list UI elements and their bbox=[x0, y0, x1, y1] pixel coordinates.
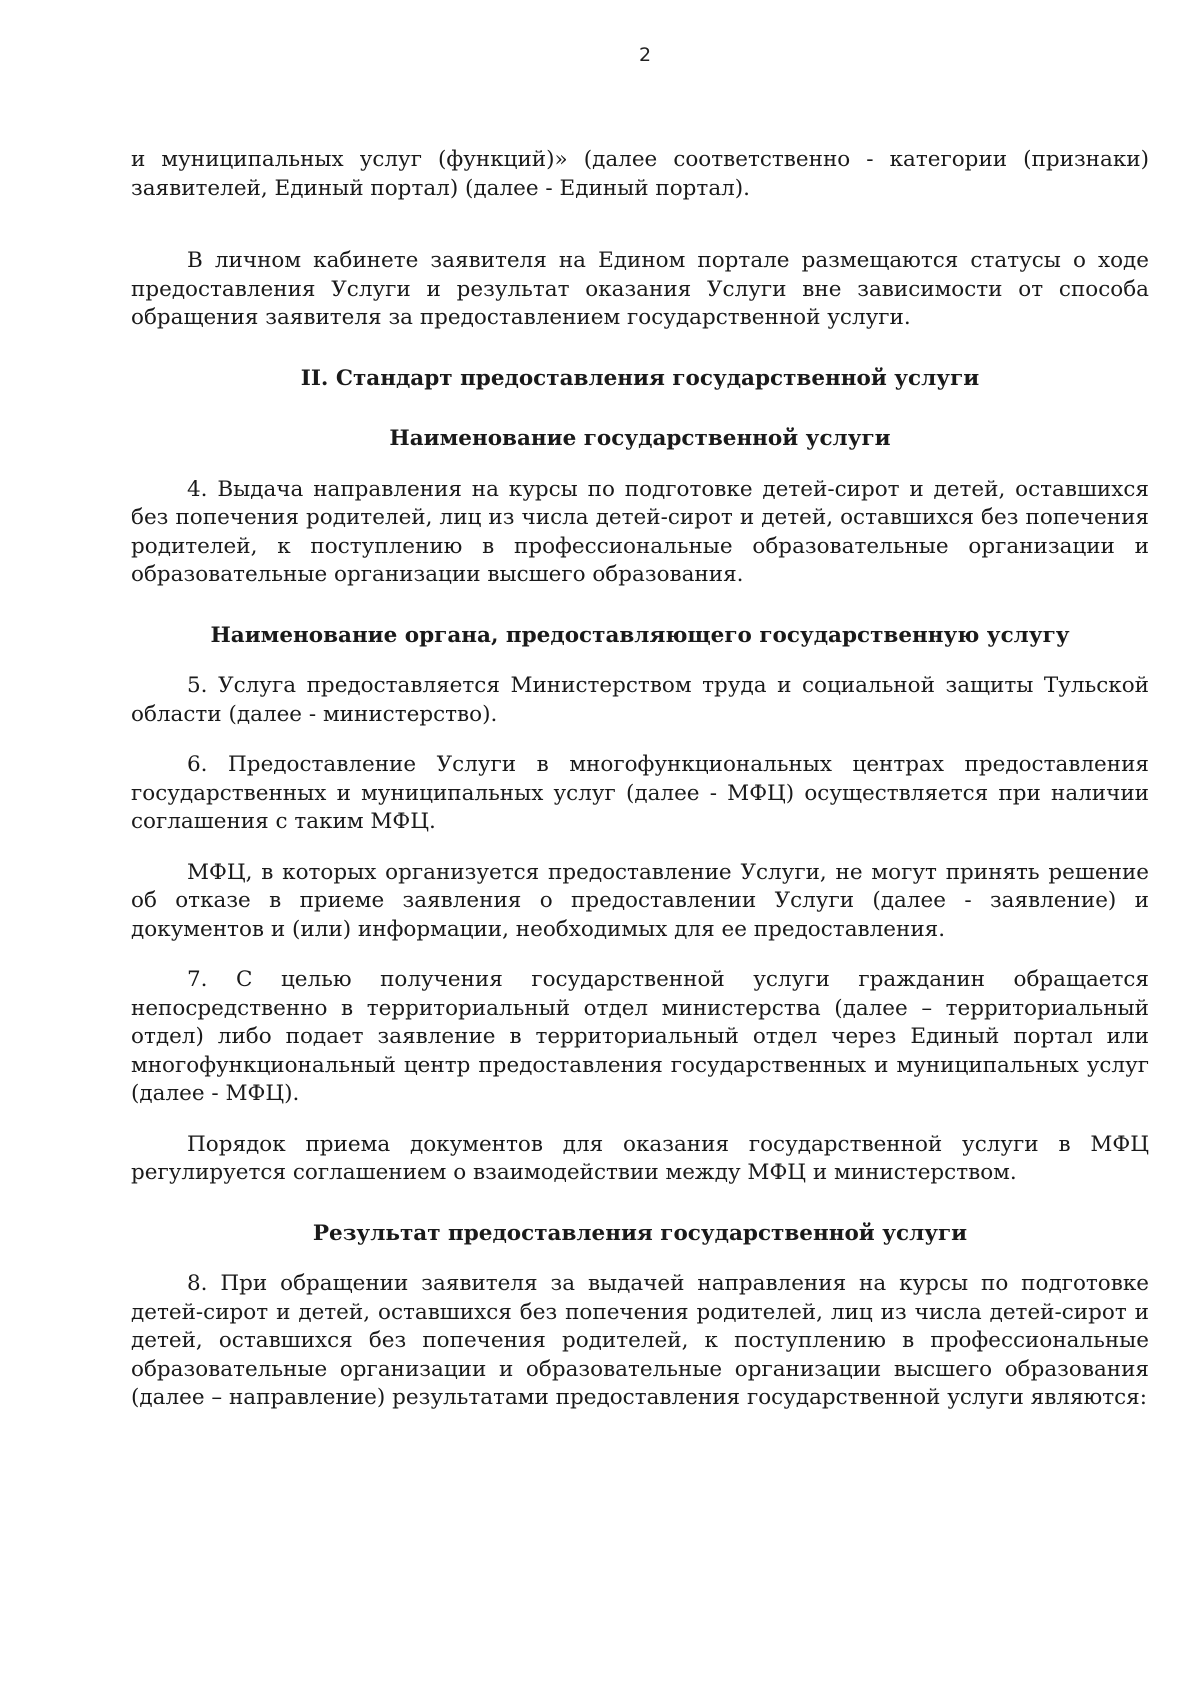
paragraph-continuation: и муниципальных услуг (функций)» (далее соответственно - категории (признаки) заявителей, Единый портал) (далее - Единый портал). bbox=[131, 147, 1149, 201]
paragraph-item-6-mfc: МФЦ, в которых организуется предоставление Услуги, не могут принять решение об отказе в приеме заявления о предоставлении Услуги (далее - заявление) и документов и (или) информации, необходимых для ее предоставления. bbox=[131, 859, 1149, 942]
paragraph-item-8: 8. При обращении заявителя за выдачей направления на курсы по подготовке детей-сирот и детей, оставшихся без попечения родителей, лиц из числа детей-сирот и детей, оставшихся без попечения родителей, к поступлению в профессиональные образовательные организации и образовательные организации высшего образования (далее – направление) результатами предоставления государственной услуги являются: bbox=[131, 1271, 1149, 1410]
page-number: 2 bbox=[638, 44, 652, 66]
subheading-authority-name: Наименование органа, предоставляющего государственную услугу bbox=[210, 622, 1070, 648]
paragraph-item-5: 5. Услуга предоставляется Министерством труда и социальной защиты Тульской области (далее - министерство). bbox=[131, 673, 1149, 727]
document-body bbox=[131, 146, 1149, 1413]
subheading-result: Результат предоставления государственной услуги bbox=[312, 1220, 968, 1246]
paragraph-item-7-procedure: Порядок приема документов для оказания государственной услуги в МФЦ регулируется соглашением о взаимодействии между МФЦ и министерством. bbox=[131, 1131, 1149, 1185]
paragraph-personal-account: В личном кабинете заявителя на Едином портале размещаются статусы о ходе предоставления Услуги и результат оказания Услуги вне зависимости от способа обращения заявителя за предоставлением государственной услуги. bbox=[131, 248, 1149, 330]
paragraph-item-7: 7. С целью получения государственной услуги гражданин обращается непосредственно в территориальный отдел министерства (далее – территориальный отдел) либо подает заявление в территориальный отдел через Единый портал или многофункциональный центр предоставления государственных и муниципальных услуг (далее - МФЦ). bbox=[131, 967, 1149, 1106]
paragraph-item-4: 4. Выдача направления на курсы по подготовке детей-сирот и детей, оставшихся без попечения родителей, лиц из числа детей-сирот и детей, оставшихся без попечения родителей, к поступлению в профессиональные образовательные организации и образовательные организации высшего образования. bbox=[131, 476, 1149, 587]
paragraph-item-6: 6. Предоставление Услуги в многофункциональных центрах предоставления государственных и муниципальных услуг (далее - МФЦ) осуществляется при наличии соглашения с таким МФЦ. bbox=[131, 752, 1149, 834]
subheading-service-name: Наименование государственной услуги bbox=[389, 426, 891, 451]
section-heading-standard: II. Стандарт предоставления государственной услуги bbox=[300, 365, 980, 391]
